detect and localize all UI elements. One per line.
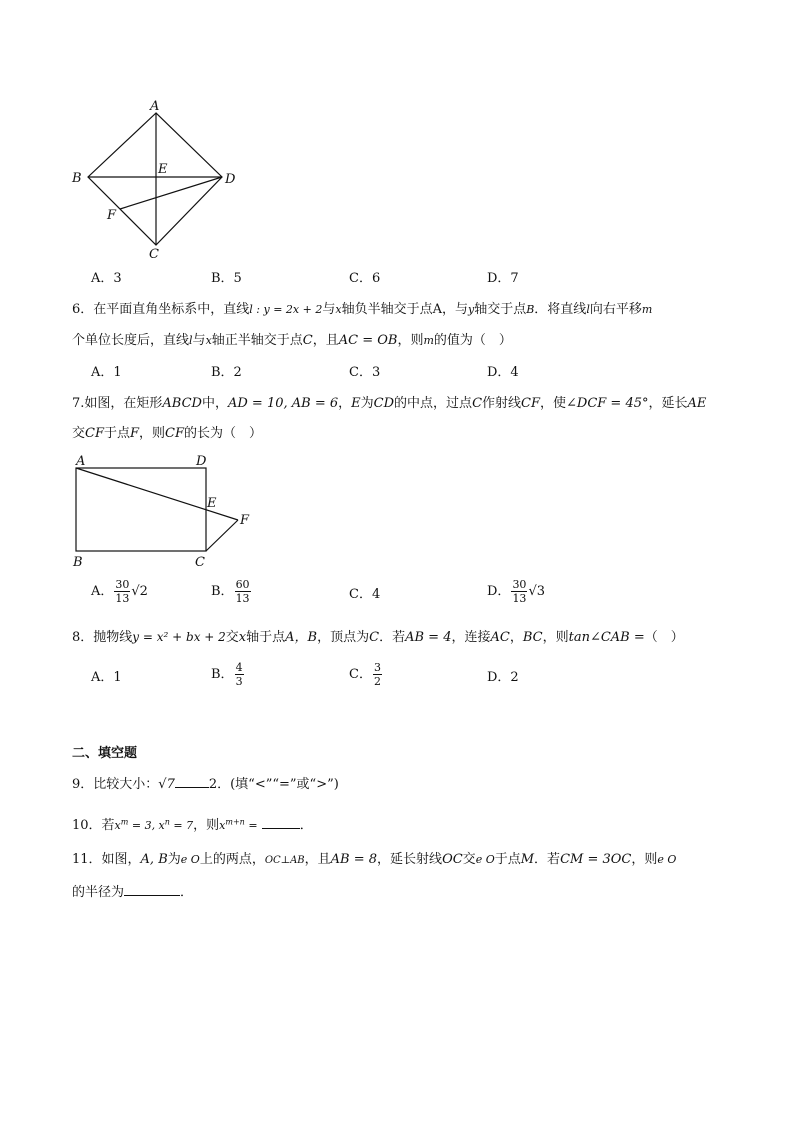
q5-option-a[interactable]: A．3 xyxy=(91,271,122,286)
q5-label-c: C xyxy=(149,247,159,260)
q5-label-f: F xyxy=(107,208,117,223)
q11-question-line1: 11．如图，A, B为e O上的两点，OC⊥AB，且AB = 8，延长射线OC交e O于点M．若CM = 3OC，则e O xyxy=(72,852,677,867)
q5-option-c[interactable]: C．6 xyxy=(349,271,381,286)
q5-label-d: D xyxy=(225,172,236,187)
q7-figure xyxy=(62,450,262,572)
q5-option-d[interactable]: D．7 xyxy=(487,271,519,286)
q7-option-b[interactable]: B． $\frac{60}{13}$ xyxy=(211,578,250,605)
q7-label-c: C xyxy=(195,555,205,570)
q8-option-a[interactable]: A．1 xyxy=(91,670,122,685)
q5-label-b: B xyxy=(72,171,82,186)
q7-label-b: B xyxy=(73,555,83,570)
q7-question-line1: 7.如图，在矩形ABCD中，AD = 10, AB = 6，E为CD的中点，过点C作射线CF，使∠DCF = 45°，延长AE xyxy=(72,396,707,411)
q7-option-c[interactable]: C．4 xyxy=(349,587,381,602)
q7-label-a: A xyxy=(76,454,86,469)
q9-question: 9．比较大小：√7 2．(填“<”“=”或“>”) xyxy=(72,777,339,792)
q9-answer-blank[interactable] xyxy=(175,775,209,788)
q11-answer-blank[interactable] xyxy=(124,883,180,896)
q6-option-b[interactable]: B．2 xyxy=(211,365,242,380)
q6-option-c[interactable]: C．3 xyxy=(349,365,381,380)
q10-question: 10．若$x^m = 3$, $x^n = 7$，则$x^{m+n}$ = ． xyxy=(72,817,313,833)
q7-label-d: D xyxy=(196,454,207,469)
q8-option-d[interactable]: D．2 xyxy=(487,670,519,685)
q6-option-d[interactable]: D．4 xyxy=(487,365,519,380)
q7-label-f: F xyxy=(240,513,250,528)
q8-option-c[interactable]: C． $\frac{3}{2}$ xyxy=(349,661,381,688)
q5-figure xyxy=(60,95,260,260)
q7-option-a[interactable]: A． $\frac{30}{13}$ √2 xyxy=(91,578,148,605)
q5-label-e: E xyxy=(158,162,168,177)
q5-label-a: A xyxy=(150,99,160,114)
q7-question-line2: 交CF于点F，则CF的长为（ ） xyxy=(72,426,263,441)
section-heading-fill-in: 二、填空题 xyxy=(72,746,138,761)
q5-option-b[interactable]: B．5 xyxy=(211,271,242,286)
q6-option-a[interactable]: A．1 xyxy=(91,365,122,380)
q8-option-b[interactable]: B． $\frac{4}{3}$ xyxy=(211,661,243,688)
q6-question-line1: 6．在平面直角坐标系中，直线l : y = 2x + 2与x轴负半轴交于点A，与y轴交于点B．将直线l向右平移m xyxy=(72,302,653,317)
q11-question-line2: 的半径为 ． xyxy=(72,885,194,900)
q7-label-e: E xyxy=(207,496,217,511)
q10-answer-blank[interactable] xyxy=(262,816,300,829)
q8-question: 8．抛物线y = x² + bx + 2交x轴于点A，B，顶点为C．若AB = 4，连接AC，BC，则tan∠CAB =（ ） xyxy=(72,630,684,645)
q7-option-d[interactable]: D． $\frac{30}{13}$ √3 xyxy=(487,578,545,605)
q6-question-line2: 个单位长度后，直线l与x轴正半轴交于点C，且AC = OB，则m的值为（ ） xyxy=(72,333,512,348)
